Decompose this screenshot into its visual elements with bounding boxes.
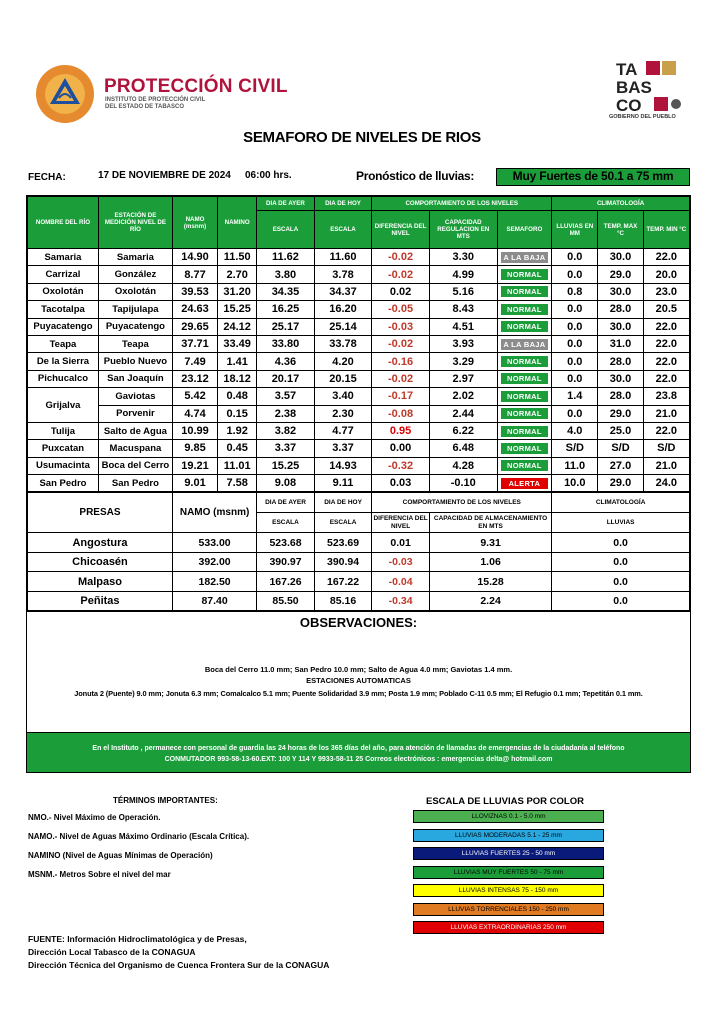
semaforo-cell xyxy=(497,440,552,457)
tmin-value: 20.0 xyxy=(643,266,689,283)
river-name: Oxolotán xyxy=(28,283,99,300)
presa-capacidad: 9.31 xyxy=(429,533,551,553)
diferencia-value: -0.03 xyxy=(372,318,430,335)
presa-escala-hoy: 523.69 xyxy=(314,533,372,553)
capacidad-value: 4.51 xyxy=(429,318,497,335)
tabasco-logo-icon xyxy=(614,58,684,114)
capacidad-value: 3.30 xyxy=(429,249,497,266)
hdr-presas-dia-hoy: DIA DE HOY xyxy=(314,493,372,513)
diferencia-value: -0.02 xyxy=(372,370,430,387)
river-row xyxy=(28,405,690,422)
river-row xyxy=(28,370,690,387)
presa-name: Angostura xyxy=(28,533,173,553)
river-name: Teapa xyxy=(28,335,99,352)
semaforo-cell xyxy=(497,475,552,492)
hdr-presas-climatologia: CLIMATOLOGÍA xyxy=(552,493,690,513)
escala-ayer-value: 15.25 xyxy=(257,457,315,474)
presa-lluvias: 0.0 xyxy=(552,552,690,572)
capacidad-value: 6.22 xyxy=(429,422,497,439)
namino-value: 31.20 xyxy=(218,283,257,300)
tmin-value: 22.0 xyxy=(643,318,689,335)
presa-escala-ayer: 390.97 xyxy=(257,552,315,572)
tmin-value: 24.0 xyxy=(643,475,689,492)
presa-row xyxy=(28,533,690,553)
fecha-label: FECHA: xyxy=(28,172,66,183)
hdr-namo: NAMO (msnm) xyxy=(172,197,217,249)
presa-lluvias: 0.0 xyxy=(552,591,690,611)
namino-value: 15.25 xyxy=(218,301,257,318)
namino-value: 24.12 xyxy=(218,318,257,335)
river-name: Tacotalpa xyxy=(28,301,99,318)
river-row xyxy=(28,335,690,352)
river-row xyxy=(28,249,690,266)
lluvias-value: 0.0 xyxy=(552,353,598,370)
org-subtitle-1: INSTITUTO DE PROTECCIÓN CIVIL xyxy=(105,97,206,103)
terminos-title: TÉRMINOS IMPORTANTES: xyxy=(113,796,218,805)
contact-note xyxy=(27,732,690,772)
lluvias-value: S/D xyxy=(552,440,598,457)
diferencia-value: -0.02 xyxy=(372,249,430,266)
namino-value: 1.41 xyxy=(218,353,257,370)
hdr-presas-namo: NAMO (msnm) xyxy=(172,493,256,533)
org-title: PROTECCIÓN CIVIL xyxy=(104,76,288,97)
hdr-estacion: ESTACIÓN DE MEDICIÓN NIVEL DE RÍO xyxy=(98,197,172,249)
hdr-presas: PRESAS xyxy=(28,493,173,533)
hdr-dia-hoy: DIA DE HOY xyxy=(314,197,372,211)
capacidad-value: 2.97 xyxy=(429,370,497,387)
station-name: Tapijulapa xyxy=(98,301,172,318)
presa-lluvias: 0.0 xyxy=(552,533,690,553)
presa-escala-hoy: 85.16 xyxy=(314,591,372,611)
observaciones-line-1: Boca del Cerro 11.0 mm; San Pedro 10.0 mm; Salto de Agua 4.0 mm; Gaviotas 1.4 mm. xyxy=(204,665,513,675)
term-item: MSNM.- Metros Sobre el nivel del mar xyxy=(28,870,171,879)
semaforo-cell xyxy=(497,422,552,439)
namino-value: 33.49 xyxy=(218,335,257,352)
escala-item: LLUVIAS MUY FUERTES 50 - 75 mm xyxy=(413,866,604,879)
org-subtitle-2: DEL ESTADO DE TABASCO xyxy=(105,104,185,110)
hdr-semaforo: SEMAFORO xyxy=(497,211,552,249)
contact-note-line-2: CONMUTADOR 993-58-13-60.EXT: 100 Y 114 Y 9933-58-11 25 Correos electrónicos : emergencias delta@ hotmail.com xyxy=(164,756,553,764)
observaciones-line-3: Jonuta 2 (Puente) 9.0 mm; Jonuta 6.3 mm; Comalcalco 5.1 mm; Puente Solidaridad 3.9 mm; Posta 1.9 mm; Poblado C-11 0.5 mm; El Refugio 0.1 mm; Tepetitán 0.1 mm. xyxy=(74,689,643,699)
lluvias-value: 4.0 xyxy=(552,422,598,439)
fuente-line-2: Dirección Local Tabasco de la CONAGUA xyxy=(28,947,196,957)
tmin-value: 21.0 xyxy=(643,405,689,422)
presa-escala-ayer: 523.68 xyxy=(257,533,315,553)
fuente-line-3: Dirección Técnica del Organismo de Cuenca Frontera Sur de la CONAGUA xyxy=(28,960,330,970)
escala-item: LLUVIAS FUERTES 25 - 50 mm xyxy=(413,847,604,860)
presa-escala-hoy: 167.22 xyxy=(314,572,372,592)
presa-name: Peñitas xyxy=(28,591,173,611)
tmin-value: 21.0 xyxy=(643,457,689,474)
tmin-value: 22.0 xyxy=(643,335,689,352)
escala-hoy-value: 33.78 xyxy=(314,335,372,352)
presa-namo: 392.00 xyxy=(172,552,256,572)
tmax-value: 25.0 xyxy=(598,422,643,439)
namo-value: 9.01 xyxy=(172,475,217,492)
escala-hoy-value: 34.37 xyxy=(314,283,372,300)
tmax-value: 28.0 xyxy=(598,301,643,318)
tmin-value: 23.8 xyxy=(643,388,689,405)
diferencia-value: 0.03 xyxy=(372,475,430,492)
capacidad-value: 2.44 xyxy=(429,405,497,422)
station-name: Porvenir xyxy=(98,405,172,422)
capacidad-value: 2.02 xyxy=(429,388,497,405)
namo-value: 4.74 xyxy=(172,405,217,422)
presa-lluvias: 0.0 xyxy=(552,572,690,592)
river-name: Carrizal xyxy=(28,266,99,283)
tmin-value: 22.0 xyxy=(643,370,689,387)
escala-hoy-value: 11.60 xyxy=(314,249,372,266)
namo-value: 23.12 xyxy=(172,370,217,387)
escala-ayer-value: 34.35 xyxy=(257,283,315,300)
hdr-presas-dia-ayer: DIA DE AYER xyxy=(257,493,315,513)
station-name: Boca del Cerro xyxy=(98,457,172,474)
svg-text:BAS: BAS xyxy=(616,78,652,97)
escala-hoy-value: 3.78 xyxy=(314,266,372,283)
lluvias-value: 0.0 xyxy=(552,335,598,352)
tmax-value: 29.0 xyxy=(598,475,643,492)
semaforo-badge: NORMAL xyxy=(501,356,549,367)
diferencia-value: 0.02 xyxy=(372,283,430,300)
namo-value: 7.49 xyxy=(172,353,217,370)
hora-value: 06:00 hrs. xyxy=(245,170,292,181)
river-name: De la Sierra xyxy=(28,353,99,370)
namino-value: 0.48 xyxy=(218,388,257,405)
namo-value: 37.71 xyxy=(172,335,217,352)
tmax-value: 31.0 xyxy=(598,335,643,352)
semaforo-badge: NORMAL xyxy=(501,373,549,384)
lluvias-value: 11.0 xyxy=(552,457,598,474)
river-name: Puxcatan xyxy=(28,440,99,457)
pronostico-badge: Muy Fuertes de 50.1 a 75 mm xyxy=(496,168,690,186)
semaforo-cell xyxy=(497,388,552,405)
hdr-diferencia: DIFERENCIA DEL NIVEL xyxy=(372,211,430,249)
semaforo-badge: NORMAL xyxy=(501,286,549,297)
hdr-tmin: TEMP. MIN °C xyxy=(643,211,689,249)
contact-note-line-1: En el Instituto , permanece con personal de guardia las 24 horas de los 365 días del año, para atención de llamadas de emergencias de la ciudadanía al teléfono xyxy=(92,745,625,753)
hdr-nombre: NOMBRE DEL RÍO xyxy=(28,197,99,249)
river-row xyxy=(28,318,690,335)
presa-row xyxy=(28,552,690,572)
hdr-presas-escala-hoy: ESCALA xyxy=(314,513,372,533)
presa-name: Malpaso xyxy=(28,572,173,592)
river-name: Usumacinta xyxy=(28,457,99,474)
namino-value: 7.58 xyxy=(218,475,257,492)
diferencia-value: -0.02 xyxy=(372,266,430,283)
capacidad-value: 6.48 xyxy=(429,440,497,457)
semaforo-cell xyxy=(497,249,552,266)
station-name: Salto de Agua xyxy=(98,422,172,439)
presa-row xyxy=(28,591,690,611)
escala-ayer-value: 2.38 xyxy=(257,405,315,422)
hdr-presas-capacidad: CAPACIDAD DE ALMACENAMIENTO EN MTS xyxy=(429,513,551,533)
station-name: San Pedro xyxy=(98,475,172,492)
report-frame xyxy=(26,195,691,773)
semaforo-cell xyxy=(497,283,552,300)
presas-table xyxy=(27,492,690,611)
namo-value: 19.21 xyxy=(172,457,217,474)
page-title: SEMAFORO DE NIVELES DE RIOS xyxy=(243,129,481,146)
river-row xyxy=(28,388,690,405)
presa-diferencia: 0.01 xyxy=(372,533,430,553)
escala-ayer-value: 3.37 xyxy=(257,440,315,457)
escala-ayer-value: 20.17 xyxy=(257,370,315,387)
lluvias-value: 0.0 xyxy=(552,301,598,318)
river-name: Puyacatengo xyxy=(28,318,99,335)
river-name: Grijalva xyxy=(28,388,99,423)
presa-diferencia: -0.04 xyxy=(372,572,430,592)
river-row xyxy=(28,422,690,439)
hdr-escala-hoy: ESCALA xyxy=(314,211,372,249)
diferencia-value: -0.08 xyxy=(372,405,430,422)
river-name: San Pedro xyxy=(28,475,99,492)
svg-text:CO: CO xyxy=(616,96,642,114)
tmin-value: 20.5 xyxy=(643,301,689,318)
lluvias-value: 0.0 xyxy=(552,249,598,266)
hdr-comportamiento: COMPORTAMIENTO DE LOS NIVELES xyxy=(372,197,552,211)
station-name: Macuspana xyxy=(98,440,172,457)
term-item: NAMINO (Nivel de Aguas Mínimas de Operación) xyxy=(28,851,213,860)
escala-hoy-value: 2.30 xyxy=(314,405,372,422)
tmax-value: 29.0 xyxy=(598,405,643,422)
tmin-value: S/D xyxy=(643,440,689,457)
capacidad-value: -0.10 xyxy=(429,475,497,492)
diferencia-value: -0.05 xyxy=(372,301,430,318)
presa-namo: 182.50 xyxy=(172,572,256,592)
namino-value: 0.15 xyxy=(218,405,257,422)
tmax-value: 30.0 xyxy=(598,249,643,266)
tmax-value: 30.0 xyxy=(598,318,643,335)
escala-item: LLUVIAS TORRENCIALES 150 - 250 mm xyxy=(413,903,604,916)
escala-ayer-value: 11.62 xyxy=(257,249,315,266)
river-row xyxy=(28,440,690,457)
semaforo-badge: A LA BAJA xyxy=(501,252,549,263)
semaforo-badge: NORMAL xyxy=(501,426,549,437)
term-item: NAMO.- Nivel de Aguas Máximo Ordinario (Escala Crítica). xyxy=(28,832,250,841)
namo-value: 29.65 xyxy=(172,318,217,335)
station-name: Teapa xyxy=(98,335,172,352)
presa-name: Chicoasén xyxy=(28,552,173,572)
escala-ayer-value: 4.36 xyxy=(257,353,315,370)
hdr-climatologia: CLIMATOLOGÍA xyxy=(552,197,690,211)
escala-hoy-value: 4.77 xyxy=(314,422,372,439)
escala-ayer-value: 33.80 xyxy=(257,335,315,352)
namino-value: 1.92 xyxy=(218,422,257,439)
lluvias-value: 0.0 xyxy=(552,405,598,422)
semaforo-badge: NORMAL xyxy=(501,391,549,402)
hdr-namino: NAMINO xyxy=(218,197,257,249)
presa-escala-hoy: 390.94 xyxy=(314,552,372,572)
namino-value: 2.70 xyxy=(218,266,257,283)
rivers-table xyxy=(27,196,690,492)
presa-namo: 533.00 xyxy=(172,533,256,553)
semaforo-cell xyxy=(497,266,552,283)
presa-capacidad: 2.24 xyxy=(429,591,551,611)
capacidad-value: 4.99 xyxy=(429,266,497,283)
gobierno-text: GOBIERNO DEL PUEBLO xyxy=(609,114,676,120)
capacidad-value: 8.43 xyxy=(429,301,497,318)
hdr-escala-ayer: ESCALA xyxy=(257,211,315,249)
term-item: NMO.- Nivel Máximo de Operación. xyxy=(28,813,161,822)
tmin-value: 22.0 xyxy=(643,353,689,370)
diferencia-value: -0.02 xyxy=(372,335,430,352)
escala-item: LLOVIZNAS 0.1 - 5.0 mm xyxy=(413,810,604,823)
namo-value: 8.77 xyxy=(172,266,217,283)
presa-capacidad: 15.28 xyxy=(429,572,551,592)
escala-hoy-value: 14.93 xyxy=(314,457,372,474)
semaforo-badge: NORMAL xyxy=(501,408,549,419)
semaforo-badge: NORMAL xyxy=(501,321,549,332)
river-name: Tulija xyxy=(28,422,99,439)
capacidad-value: 3.93 xyxy=(429,335,497,352)
river-row xyxy=(28,457,690,474)
tmax-value: 30.0 xyxy=(598,370,643,387)
hdr-tmax: TEMP. MAX °C xyxy=(598,211,643,249)
capacidad-value: 4.28 xyxy=(429,457,497,474)
lluvias-value: 10.0 xyxy=(552,475,598,492)
namo-value: 10.99 xyxy=(172,422,217,439)
hdr-presas-diferencia: DIFERENCIA DEL NIVEL xyxy=(372,513,430,533)
namo-value: 5.42 xyxy=(172,388,217,405)
lluvias-value: 1.4 xyxy=(552,388,598,405)
semaforo-badge: NORMAL xyxy=(501,304,549,315)
hdr-lluvias: LLUVIAS EN MM xyxy=(552,211,598,249)
presa-namo: 87.40 xyxy=(172,591,256,611)
escala-ayer-value: 16.25 xyxy=(257,301,315,318)
escala-hoy-value: 4.20 xyxy=(314,353,372,370)
observaciones-section xyxy=(27,611,690,732)
semaforo-cell xyxy=(497,370,552,387)
presa-capacidad: 1.06 xyxy=(429,552,551,572)
tmax-value: 27.0 xyxy=(598,457,643,474)
lluvias-value: 0.0 xyxy=(552,370,598,387)
escala-ayer-value: 9.08 xyxy=(257,475,315,492)
station-name: Samaria xyxy=(98,249,172,266)
escala-hoy-value: 25.14 xyxy=(314,318,372,335)
diferencia-value: -0.16 xyxy=(372,353,430,370)
presa-escala-ayer: 167.26 xyxy=(257,572,315,592)
hdr-presas-comportamiento: COMPORTAMIENTO DE LOS NIVELES xyxy=(372,493,552,513)
namo-value: 14.90 xyxy=(172,249,217,266)
escala-hoy-value: 3.40 xyxy=(314,388,372,405)
semaforo-cell xyxy=(497,301,552,318)
capacidad-value: 5.16 xyxy=(429,283,497,300)
tmin-value: 22.0 xyxy=(643,249,689,266)
station-name: Puyacatengo xyxy=(98,318,172,335)
escala-ayer-value: 3.80 xyxy=(257,266,315,283)
escala-item: LLUVIAS EXTRAORDINARIAS 250 mm xyxy=(413,921,604,934)
semaforo-badge: NORMAL xyxy=(501,443,549,454)
escala-item: LLUVIAS MODERADAS 5.1 - 25 mm xyxy=(413,829,604,842)
station-name: Gaviotas xyxy=(98,388,172,405)
presa-diferencia: -0.03 xyxy=(372,552,430,572)
station-name: González xyxy=(98,266,172,283)
escala-title: ESCALA DE LLUVIAS POR COLOR xyxy=(426,796,584,807)
tmax-value: 29.0 xyxy=(598,266,643,283)
escala-hoy-value: 3.37 xyxy=(314,440,372,457)
semaforo-cell xyxy=(497,353,552,370)
escala-hoy-value: 9.11 xyxy=(314,475,372,492)
escala-ayer-value: 3.82 xyxy=(257,422,315,439)
presa-row xyxy=(28,572,690,592)
hdr-dia-ayer: DIA DE AYER xyxy=(257,197,315,211)
namino-value: 11.01 xyxy=(218,457,257,474)
escala-ayer-value: 25.17 xyxy=(257,318,315,335)
river-row xyxy=(28,266,690,283)
namino-value: 11.50 xyxy=(218,249,257,266)
semaforo-cell xyxy=(497,318,552,335)
tmax-value: 28.0 xyxy=(598,388,643,405)
presa-escala-ayer: 85.50 xyxy=(257,591,315,611)
namo-value: 39.53 xyxy=(172,283,217,300)
pronostico-label: Pronóstico de lluvias: xyxy=(356,169,475,183)
namino-value: 0.45 xyxy=(218,440,257,457)
river-row xyxy=(28,475,690,492)
fecha-value: 17 DE NOVIEMBRE DE 2024 xyxy=(98,170,231,181)
capacidad-value: 3.29 xyxy=(429,353,497,370)
river-row xyxy=(28,283,690,300)
observaciones-line-2: ESTACIONES AUTOMATICAS xyxy=(306,676,411,686)
river-row xyxy=(28,353,690,370)
escala-ayer-value: 3.57 xyxy=(257,388,315,405)
river-name: Samaria xyxy=(28,249,99,266)
station-name: Oxolotán xyxy=(98,283,172,300)
station-name: Pueblo Nuevo xyxy=(98,353,172,370)
semaforo-badge: NORMAL xyxy=(501,269,549,280)
diferencia-value: -0.17 xyxy=(372,388,430,405)
lluvias-value: 0.0 xyxy=(552,318,598,335)
namo-value: 24.63 xyxy=(172,301,217,318)
hdr-presas-escala-ayer: ESCALA xyxy=(257,513,315,533)
river-row xyxy=(28,301,690,318)
tmax-value: 30.0 xyxy=(598,283,643,300)
hdr-presas-lluvias: LLUVIAS xyxy=(552,513,690,533)
escala-item: LLUVIAS INTENSAS 75 - 150 mm xyxy=(413,884,604,897)
semaforo-badge: A LA BAJA xyxy=(501,339,549,350)
hdr-capacidad: CAPACIDAD REGULACION EN MTS xyxy=(429,211,497,249)
diferencia-value: 0.00 xyxy=(372,440,430,457)
escala-hoy-value: 20.15 xyxy=(314,370,372,387)
tmax-value: S/D xyxy=(598,440,643,457)
diferencia-value: 0.95 xyxy=(372,422,430,439)
presa-diferencia: -0.34 xyxy=(372,591,430,611)
escala-hoy-value: 16.20 xyxy=(314,301,372,318)
semaforo-badge: NORMAL xyxy=(501,460,549,471)
station-name: San Joaquín xyxy=(98,370,172,387)
lluvias-value: 0.8 xyxy=(552,283,598,300)
semaforo-cell xyxy=(497,405,552,422)
tmin-value: 22.0 xyxy=(643,422,689,439)
semaforo-cell xyxy=(497,335,552,352)
tmax-value: 28.0 xyxy=(598,353,643,370)
semaforo-cell xyxy=(497,457,552,474)
observaciones-title: OBSERVACIONES: xyxy=(299,615,418,631)
diferencia-value: -0.32 xyxy=(372,457,430,474)
river-name: Pichucalco xyxy=(28,370,99,387)
svg-text:TA: TA xyxy=(616,60,638,79)
namo-value: 9.85 xyxy=(172,440,217,457)
tmin-value: 23.0 xyxy=(643,283,689,300)
lluvias-value: 0.0 xyxy=(552,266,598,283)
proteccion-civil-logo-icon xyxy=(35,64,95,124)
namino-value: 18.12 xyxy=(218,370,257,387)
fuente-line-1: FUENTE: Información Hidroclimatológica y de Presas, xyxy=(28,934,247,944)
semaforo-badge: ALERTA xyxy=(501,478,549,489)
